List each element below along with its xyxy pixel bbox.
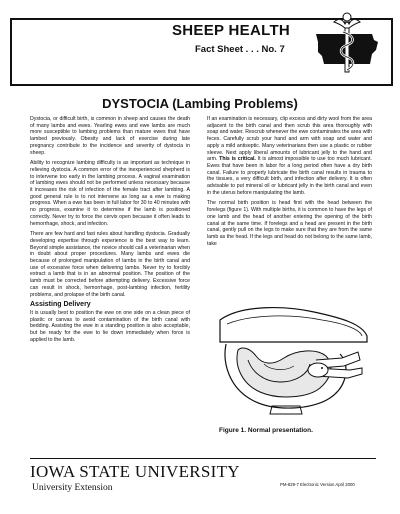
university-extension-label: University Extension xyxy=(32,483,113,493)
paragraph-text: It is almost impossible to use too much lubricant. Ewes that have been in labor for a long period often have a dry birth canal. Failure to properly lubricate the birth canal results in trauma to the tissues, a very difficult birth, and infection after delivery. It is often advisable to put mineral oil or lubricant jelly in the birth canal and even in the uterus before manipulating the lamb. xyxy=(207,156,372,196)
paragraph xyxy=(207,116,372,196)
paragraph: Dystocia, or difficult birth, is common in sheep and causes the death of many lambs and ewes. Yearling ewes and ewe lambs are much more susceptible to lambing problems than mature ewes that have lambed previously. Obesity and lack of exercise during late pregnancy contribute to the incidence and severity of dystocia in sheep. xyxy=(30,116,190,156)
article-title: DYSTOCIA (Lambing Problems) xyxy=(102,96,298,111)
header-title: SHEEP HEALTH xyxy=(172,22,291,39)
paragraph: It is usually best to position the ewe on one side on a clean piece of plastic or canvas to avoid contamination of the birth canal with bedding. Assisting the ewe in a standing position is also acceptable, but be ready for the ewe to lie down immediately when force is applied to the lamb. xyxy=(30,309,190,343)
figure-caption: Figure 1. Normal presentation. xyxy=(219,427,313,434)
university-wordmark: IOWA STATE UNIVERSITY xyxy=(30,462,240,481)
paragraph: There are few hard and fast rules about handling dystocia. Gradually developing expertise through experience is the best way to learn. Beyond simple assistance, the novice should call a veterinarian when in doubt about proper procedures. Many lambs and ewes die because of prolonged manipulation of lambs in the birth canal and use of excessive force when delivering lambs. Never try to forcibly extract a lamb that is in an abnormal position. The position of the lamb must be corrected before attempting delivery. Excessive force can result in shock, hemorrhage, post-lambing infection, fertility problems, and prolapse of the birth canal. xyxy=(30,231,190,298)
left-column xyxy=(30,116,190,348)
paragraph: Ability to recognize lambing difficulty is as important as technique in relieving dystocia. A common error of the inexperienced shepherd is to intervene too early in the lambing process. A vaginal examination of lambing ewes should not be performed unless necessary because it increases the risk of infection of the female tract after lambing. A good general rule is to not intervene as long as a ewe is making progress. When a ewe has been in full labor for 30 to 40 minutes with no progress, examine it to determine if the lamb is positioned correctly. Never try to force the cervix open because it often leads to hemorrhage, shock, and infection. xyxy=(30,160,190,227)
paragraph: The normal birth position is head first with the head between the forelegs (figure 1). With multiple births, it is common to have the legs of one lamb and the head of another entering the opening of the birth canal at the same time. If forelegs and a head are present in the birth canal, gently pull on the legs to make sure that they are from the same lamb as the head. If the legs and head do not belong to the same lamb, take xyxy=(207,200,372,247)
header-subtitle: Fact Sheet . . . No. 7 xyxy=(195,44,285,55)
emphasis-text: This is critical. xyxy=(219,156,256,163)
publication-number: PM-829-7 Electronic Version April 2000 xyxy=(280,482,355,487)
footer-divider xyxy=(30,458,376,459)
section-heading-assisting-delivery: Assisting Delivery xyxy=(30,301,91,309)
right-column xyxy=(207,116,372,251)
caduceus-iowa-logo-icon xyxy=(310,12,386,76)
paragraph-text: If an examination is necessary, clip excess and dirty wool from the area adjacent to the birth canal and then scrub this area thoroughly with soap and water. Rescrub whenever the ewe contaminates the area with feces. Carefully scrub your hand and arm with soap and water and apply a mild antiseptic. Many veterinarians then use a plastic or rubber sleeve. Next apply liberal amounts of lubricant jelly to the hand and arm. xyxy=(207,116,372,163)
normal-presentation-illustration xyxy=(212,302,372,422)
